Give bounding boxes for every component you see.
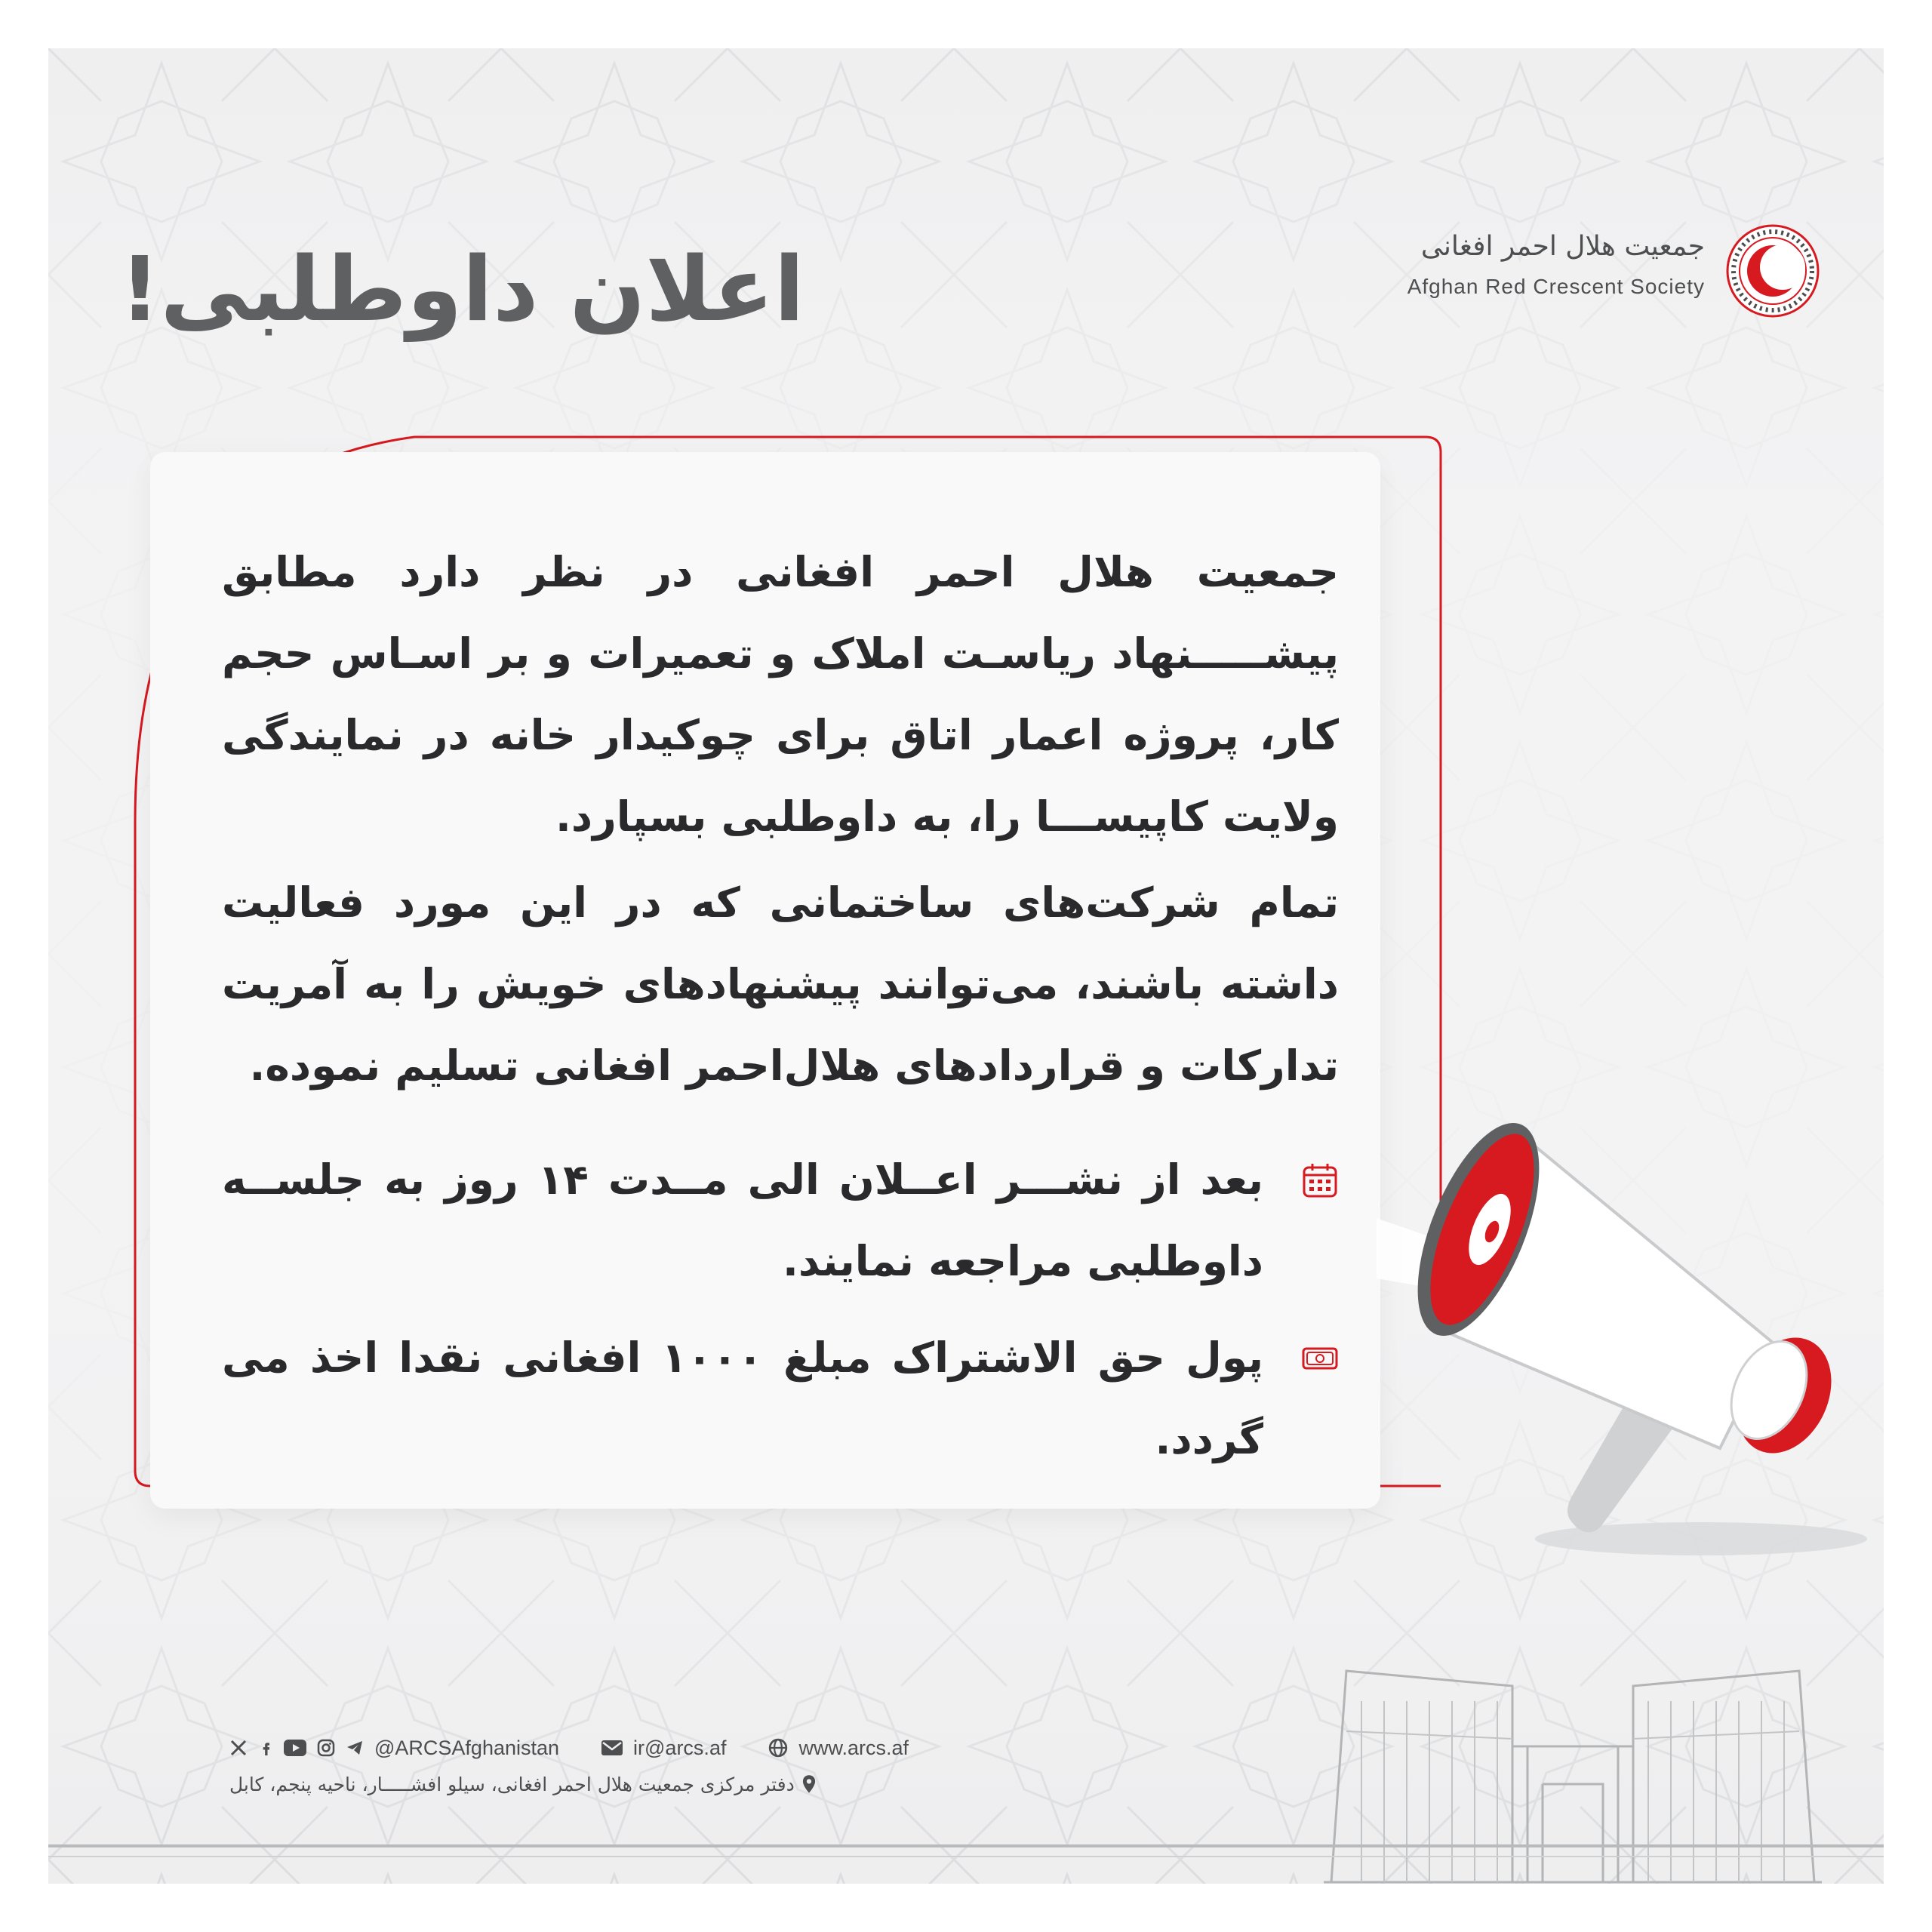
x-icon[interactable] — [229, 1739, 248, 1757]
calendar-icon — [1301, 1161, 1339, 1199]
paragraph-eligibility: تمام شرکت‌های ساختمانی که در این مورد فعالیت داشته باشند، می‌توانند پیشنهادهای خویش را به آمریت تدارکات و قراردادهای هلال‌احمر افغانی تسلیم نموده. — [222, 878, 1339, 1090]
website-link[interactable]: www.arcs.af — [798, 1736, 909, 1759]
email-icon — [601, 1740, 623, 1755]
page-title: اعلان داوطلبی! — [119, 237, 804, 341]
footer-address-row — [229, 1769, 816, 1799]
money-icon — [1301, 1340, 1339, 1377]
announcement-bullets — [222, 1139, 1339, 1495]
social-handle[interactable]: @ARCSAfghanistan — [374, 1736, 560, 1759]
megaphone-illustration — [1377, 1105, 1884, 1558]
facebook-icon[interactable] — [258, 1739, 273, 1757]
bullet-deadline-text: بعد از نشـــر اعــلان الی مــدت ۱۴ روز به جلســه داوطلبی مراجعه نمایند. — [222, 1155, 1263, 1285]
bullet-deadline — [222, 1139, 1339, 1302]
poster — [48, 48, 1884, 1884]
globe-icon — [768, 1738, 788, 1758]
red-crescent-emblem-icon — [1724, 222, 1822, 320]
telegram-icon[interactable] — [346, 1739, 364, 1757]
ground-line — [48, 1844, 1884, 1847]
bullet-fee — [222, 1317, 1339, 1480]
bullet-fee-text: پول حق الاشتراک مبلغ ۱۰۰۰ افغانی نقدا اخذ می گردد. — [222, 1334, 1263, 1463]
announcement-body — [222, 531, 1339, 1111]
address-text: دفتر مرکزی جمعیت هلال احمر افغانی، سیلو افشـــــار، ناحیه پنجم، کابل — [229, 1773, 795, 1795]
organization-logo — [1339, 222, 1822, 335]
paragraph-intro: جمعیت هلال احمر افغانی در نظر دارد مطابق پیشـــــنهاد ریاسـت املاک و تعمیرات و بر اسـاس حجم کار، پروژه اعمار اتاق برای چوکیدار خانه در نمایندگی ولایت کاپیســـا را، به داوطلبی بسپارد. — [222, 548, 1339, 841]
footer-contact-row — [229, 1733, 909, 1763]
youtube-icon[interactable] — [284, 1740, 306, 1756]
org-name-english: Afghan Red Crescent Society — [1407, 275, 1705, 298]
email-address[interactable]: ir@arcs.af — [633, 1736, 727, 1759]
location-pin-icon — [802, 1774, 816, 1794]
org-name-persian: جمعیت هلال احمر افغانی — [1420, 231, 1705, 262]
instagram-icon[interactable] — [317, 1739, 335, 1757]
ground-line-secondary — [48, 1856, 1884, 1857]
headquarters-building-illustration — [1324, 1656, 1822, 1884]
